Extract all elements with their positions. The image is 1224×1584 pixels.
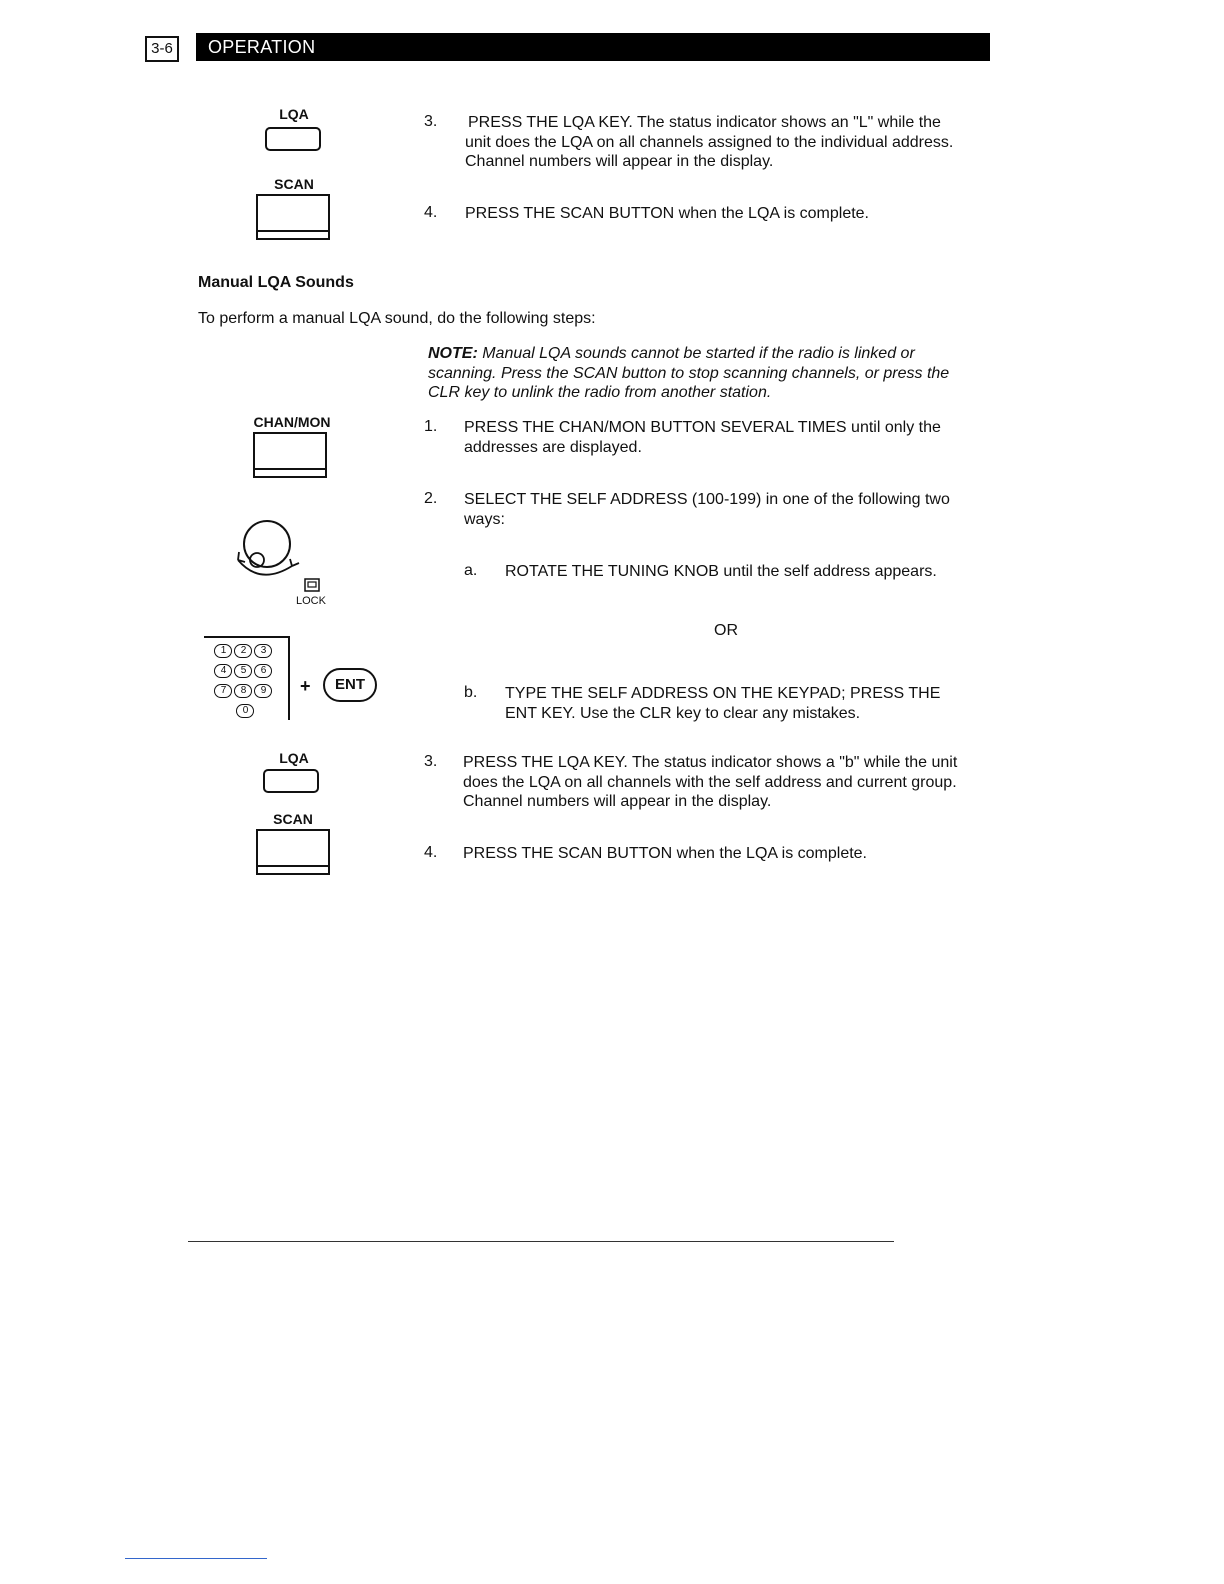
- lqa-key-label: LQA: [279, 750, 309, 766]
- substep-text-rotate-knob: ROTATE THE TUNING KNOB until the self address appears.: [505, 563, 937, 580]
- scan-button-icon: [256, 829, 330, 875]
- substep-letter: b.: [464, 684, 478, 701]
- keypad-right-line: [288, 636, 290, 720]
- step-number: 4.: [424, 204, 438, 221]
- footer-rule: [188, 1241, 894, 1242]
- keypad-icon: 1 2 3 4 5 6 7 8 9 0: [214, 644, 274, 724]
- footer-blue-line: [125, 1558, 267, 1559]
- step-number: 1.: [424, 418, 438, 435]
- chanmon-button-label: CHAN/MON: [253, 414, 331, 430]
- step-text-select-self-address: SELECT THE SELF ADDRESS (100-199) in one of the following two ways:: [464, 491, 950, 528]
- page-number: 3-6: [145, 36, 179, 62]
- lock-label: LOCK: [296, 595, 326, 607]
- step-number: 4.: [424, 844, 438, 861]
- step-number: 3.: [424, 753, 438, 770]
- substep-letter: a.: [464, 562, 478, 579]
- step-number: 3.: [424, 113, 438, 130]
- step-number: 2.: [424, 490, 438, 507]
- tuning-knob-icon: [230, 514, 320, 584]
- note-block: NOTE: Manual LQA sounds cannot be started if the radio is linked or scanning. Press the SCAN button to stop scanning channels, or press the CLR key to unlink the radio from another station.: [428, 345, 950, 401]
- lock-icon: [304, 578, 320, 592]
- lqa-key-label: LQA: [279, 106, 309, 122]
- step-text-lqa-individual: PRESS THE LQA KEY. The status indicator shows an "L" while the unit does the LQA on all channels assigned to the individual address. Channel numbers will appear in the display.: [465, 114, 954, 170]
- section-heading: Manual LQA Sounds: [198, 274, 354, 291]
- lqa-key-icon: [263, 769, 319, 793]
- ent-key-icon: ENT: [323, 668, 377, 702]
- section-title: OPERATION: [208, 37, 316, 57]
- intro-paragraph: To perform a manual LQA sound, do the following steps:: [198, 310, 596, 327]
- scan-button-label: SCAN: [274, 176, 314, 192]
- substep-text-type-address: TYPE THE SELF ADDRESS ON THE KEYPAD; PRESS THE ENT KEY. Use the CLR key to clear any mistakes.: [505, 685, 941, 722]
- lqa-key-icon: [265, 127, 321, 151]
- scan-button-label: SCAN: [273, 811, 313, 827]
- step-text-scan-complete: PRESS THE SCAN BUTTON when the LQA is complete.: [465, 205, 869, 222]
- note-label: NOTE:: [428, 345, 478, 362]
- keypad-top-line: [204, 636, 290, 638]
- scan-button-icon: [256, 194, 330, 240]
- plus-sign: +: [300, 676, 311, 696]
- step-text-chanmon: PRESS THE CHAN/MON BUTTON SEVERAL TIMES until only the addresses are displayed.: [464, 419, 941, 456]
- step-text-lqa-self: PRESS THE LQA KEY. The status indicator shows a "b" while the unit does the LQA on all channels with the self address and current group. Channel numbers will appear in the display.: [463, 754, 958, 810]
- step-text-scan-complete: PRESS THE SCAN BUTTON when the LQA is complete.: [463, 845, 867, 862]
- or-divider-text: OR: [714, 622, 738, 639]
- chanmon-button-icon: [253, 432, 327, 478]
